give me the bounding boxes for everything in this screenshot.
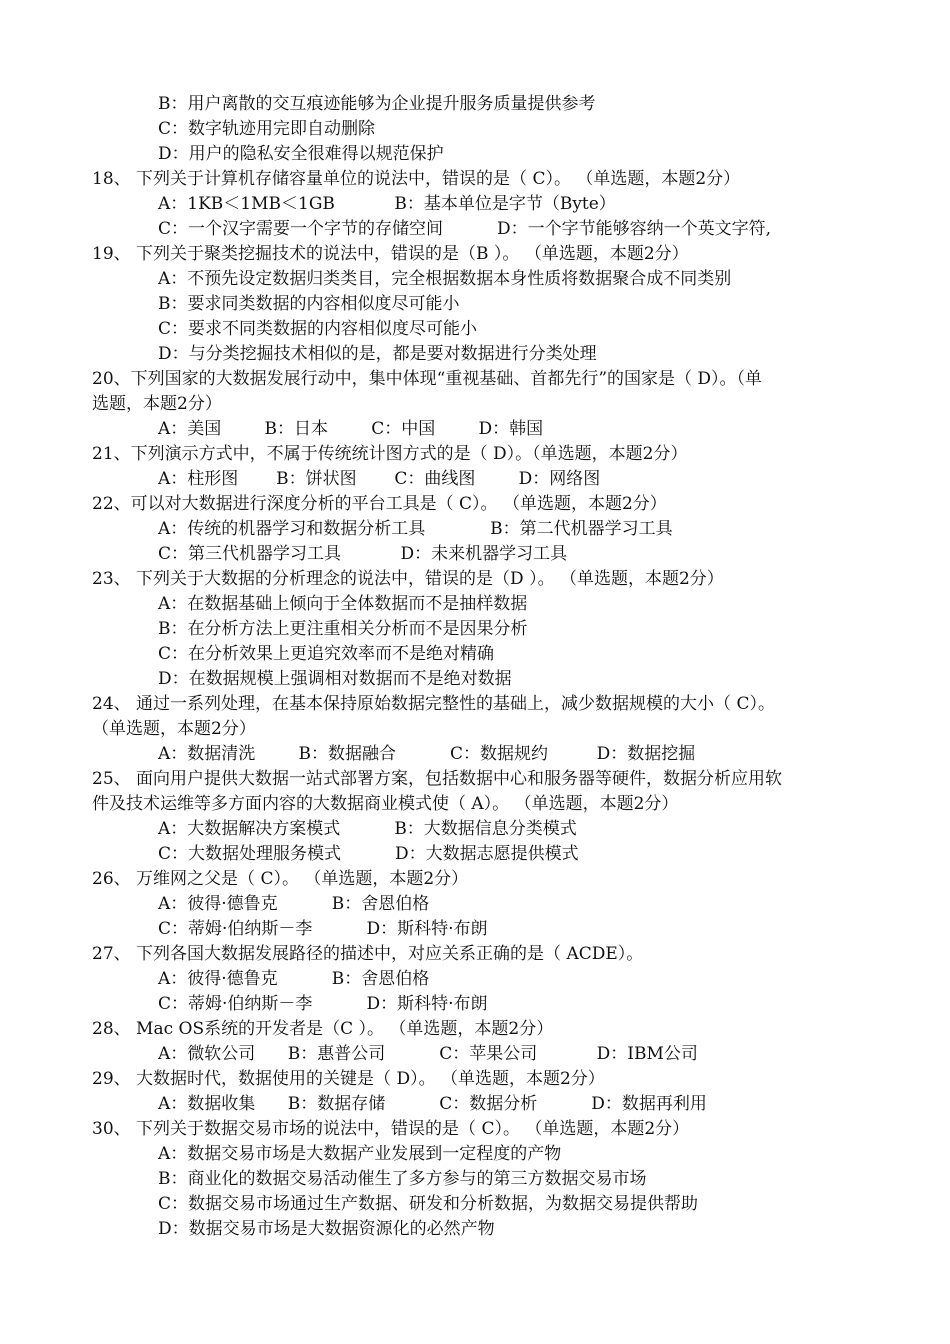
option-30-d: D：数据交易市场是大数据资源化的必然产物: [158, 1219, 495, 1239]
options-27-cd: C：蒂姆·伯纳斯－李 D：斯科特·布朗: [158, 994, 488, 1014]
question-20-cont: 选题，本题2分）: [92, 394, 222, 414]
options-22-cd: C：第三代机器学习工具 D：未来机器学习工具: [158, 544, 568, 564]
option-17-b: B：用户离散的交互痕迹能够为企业提升服务质量提供参考: [158, 94, 596, 114]
options-25-ab: A：大数据解决方案模式 B：大数据信息分类模式: [158, 819, 577, 839]
options-18-ab: A：1KB＜1MB＜1GB B：基本单位是字节（Byte）: [158, 194, 616, 214]
question-30: 30、 下列关于数据交易市场的说法中，错误的是（ C）。 （单选题，本题2分）: [92, 1119, 690, 1139]
question-29: 29、 大数据时代，数据使用的关键是（ D）。 （单选题，本题2分）: [92, 1069, 605, 1089]
options-28: A：微软公司 B：惠普公司 C：苹果公司 D：IBM公司: [158, 1044, 698, 1064]
question-28: 28、 Mac OS系统的开发者是（C ）。 （单选题，本题2分）: [92, 1019, 554, 1039]
question-18: 18、 下列关于计算机存储容量单位的说法中，错误的是（ C）。 （单选题，本题2分）: [92, 169, 741, 189]
question-19: 19、 下列关于聚类挖掘技术的说法中，错误的是（B ）。 （单选题，本题2分）: [92, 244, 689, 264]
option-30-a: A：数据交易市场是大数据产业发展到一定程度的产物: [158, 1144, 562, 1164]
options-27-ab: A：彼得·德鲁克 B：舍恩伯格: [158, 969, 430, 989]
options-18-cd: C：一个汉字需要一个字节的存储空间 D：一个字节能够容纳一个英文字符,: [158, 219, 772, 239]
options-26-cd: C：蒂姆·伯纳斯－李 D：斯科特·布朗: [158, 919, 488, 939]
question-24-cont: （单选题，本题2分）: [92, 719, 256, 739]
option-23-b: B：在分析方法上更注重相关分析而不是因果分析: [158, 619, 528, 639]
question-25-cont: 件及技术运维等多方面内容的大数据商业模式使（ A）。 （单选题，本题2分）: [92, 794, 679, 814]
question-27: 27、 下列各国大数据发展路径的描述中，对应关系正确的是（ ACDE）。: [92, 944, 644, 964]
question-25: 25、 面向用户提供大数据一站式部署方案，包括数据中心和服务器等硬件，数据分析应用软: [92, 769, 783, 789]
question-23: 23、 下列关于大数据的分析理念的说法中，错误的是（D ）。 （单选题，本题2分）: [92, 569, 724, 589]
options-24: A：数据清洗 B：数据融合 C：数据规约 D：数据挖掘: [158, 744, 696, 764]
options-21: A：柱形图 B：饼状图 C：曲线图 D：网络图: [158, 469, 601, 489]
options-22-ab: A：传统的机器学习和数据分析工具 B：第二代机器学习工具: [158, 519, 673, 539]
question-26: 26、 万维网之父是（ C）。 （单选题，本题2分）: [92, 869, 469, 889]
option-17-c: C：数字轨迹用完即自动删除: [158, 119, 376, 139]
option-23-a: A：在数据基础上倾向于全体数据而不是抽样数据: [158, 594, 528, 614]
question-24: 24、 通过一系列处理，在基本保持原始数据完整性的基础上，减少数据规模的大小（ C）。: [92, 694, 775, 714]
option-30-c: C：数据交易市场通过生产数据、研发和分析数据，为数据交易提供帮助: [158, 1194, 699, 1214]
option-19-a: A：不预先设定数据归类类目，完全根据数据本身性质将数据聚合成不同类别: [158, 269, 732, 289]
option-23-d: D：在数据规模上强调相对数据而不是绝对数据: [158, 669, 512, 689]
options-25-cd: C：大数据处理服务模式 D：大数据志愿提供模式: [158, 844, 579, 864]
question-22: 22、可以对大数据进行深度分析的平台工具是（ C）。 （单选题，本题2分）: [92, 494, 667, 514]
options-26-ab: A：彼得·德鲁克 B：舍恩伯格: [158, 894, 430, 914]
option-19-b: B：要求同类数据的内容相似度尽可能小: [158, 294, 460, 314]
option-30-b: B：商业化的数据交易活动催生了多方参与的第三方数据交易市场: [158, 1169, 647, 1189]
question-21: 21、下列演示方式中，不属于传统统计图方式的是（ D）。（单选题，本题2分）: [92, 444, 688, 464]
option-19-d: D：与分类挖掘技术相似的是，都是要对数据进行分类处理: [158, 344, 597, 364]
option-19-c: C：要求不同类数据的内容相似度尽可能小: [158, 319, 478, 339]
question-20: 20、下列国家的大数据发展行动中，集中体现“重视基础、首都先行”的国家是（ D）。（单: [92, 369, 763, 389]
options-20: A：美国 B：日本 C：中国 D：韩国: [158, 419, 544, 439]
option-17-d: D：用户的隐私安全很难得以规范保护: [158, 144, 444, 164]
option-23-c: C：在分析效果上更追究效率而不是绝对精确: [158, 644, 495, 664]
options-29: A：数据收集 B：数据存储 C：数据分析 D：数据再利用: [158, 1094, 707, 1114]
